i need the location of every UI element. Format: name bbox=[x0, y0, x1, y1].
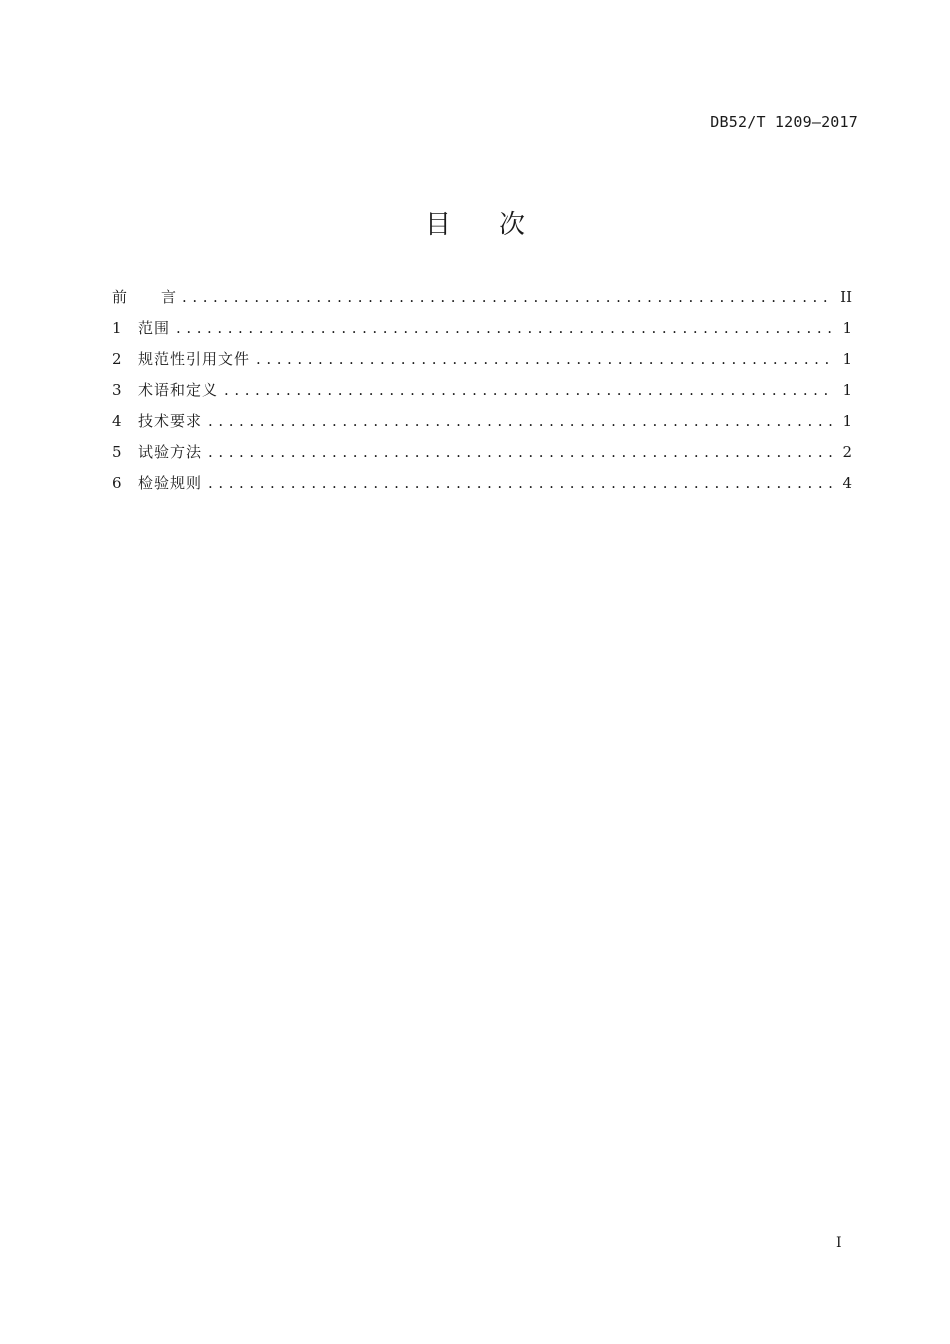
toc-entry[interactable] bbox=[112, 439, 852, 470]
toc-entry-page: 1 bbox=[842, 381, 852, 399]
toc-entry-label: 试验方法 bbox=[138, 443, 203, 461]
toc-entry-number: 5 bbox=[112, 443, 122, 461]
document-code: DB52/T 1209—2017 bbox=[710, 113, 858, 131]
toc-dot-leader bbox=[176, 315, 834, 341]
toc-entry-number: 1 bbox=[112, 319, 122, 337]
toc-preface-char-2: 言 bbox=[161, 288, 177, 306]
toc-entry-page: II bbox=[840, 288, 852, 306]
toc-entry-label: 技术要求 bbox=[138, 412, 203, 430]
toc-entry-number: 3 bbox=[112, 381, 122, 399]
toc-entry-label bbox=[112, 284, 176, 310]
toc-entry[interactable] bbox=[112, 377, 852, 408]
toc-entry-number: 2 bbox=[112, 350, 122, 368]
toc-entry-page: 2 bbox=[842, 443, 852, 461]
toc-dot-leader bbox=[208, 408, 834, 434]
toc-entry[interactable] bbox=[112, 346, 852, 377]
toc-entry-number: 6 bbox=[112, 474, 122, 492]
toc-entry-page: 1 bbox=[842, 412, 852, 430]
toc-entry-page: 1 bbox=[842, 350, 852, 368]
toc-title: 目次 bbox=[424, 210, 573, 240]
toc-entry-page: 4 bbox=[842, 474, 852, 492]
toc-preface-char-1: 前 bbox=[112, 288, 128, 306]
toc-dot-leader bbox=[208, 439, 834, 465]
toc-dot-leader bbox=[224, 377, 834, 403]
toc-entry[interactable] bbox=[112, 408, 852, 439]
table-of-contents bbox=[112, 284, 852, 501]
toc-entry[interactable] bbox=[112, 315, 852, 346]
toc-dot-leader bbox=[182, 284, 834, 310]
toc-dot-leader bbox=[208, 470, 834, 496]
toc-entry-number: 4 bbox=[112, 412, 122, 430]
toc-entry-label: 术语和定义 bbox=[138, 381, 219, 399]
toc-entry-page: 1 bbox=[842, 319, 852, 337]
toc-entry-label: 范围 bbox=[138, 319, 171, 337]
page-number: I bbox=[836, 1235, 842, 1251]
toc-dot-leader bbox=[256, 346, 834, 372]
toc-entry[interactable] bbox=[112, 470, 852, 501]
toc-entry-label: 规范性引用文件 bbox=[138, 350, 251, 368]
toc-entry-preface[interactable] bbox=[112, 284, 852, 315]
toc-entry-label: 检验规则 bbox=[138, 474, 203, 492]
